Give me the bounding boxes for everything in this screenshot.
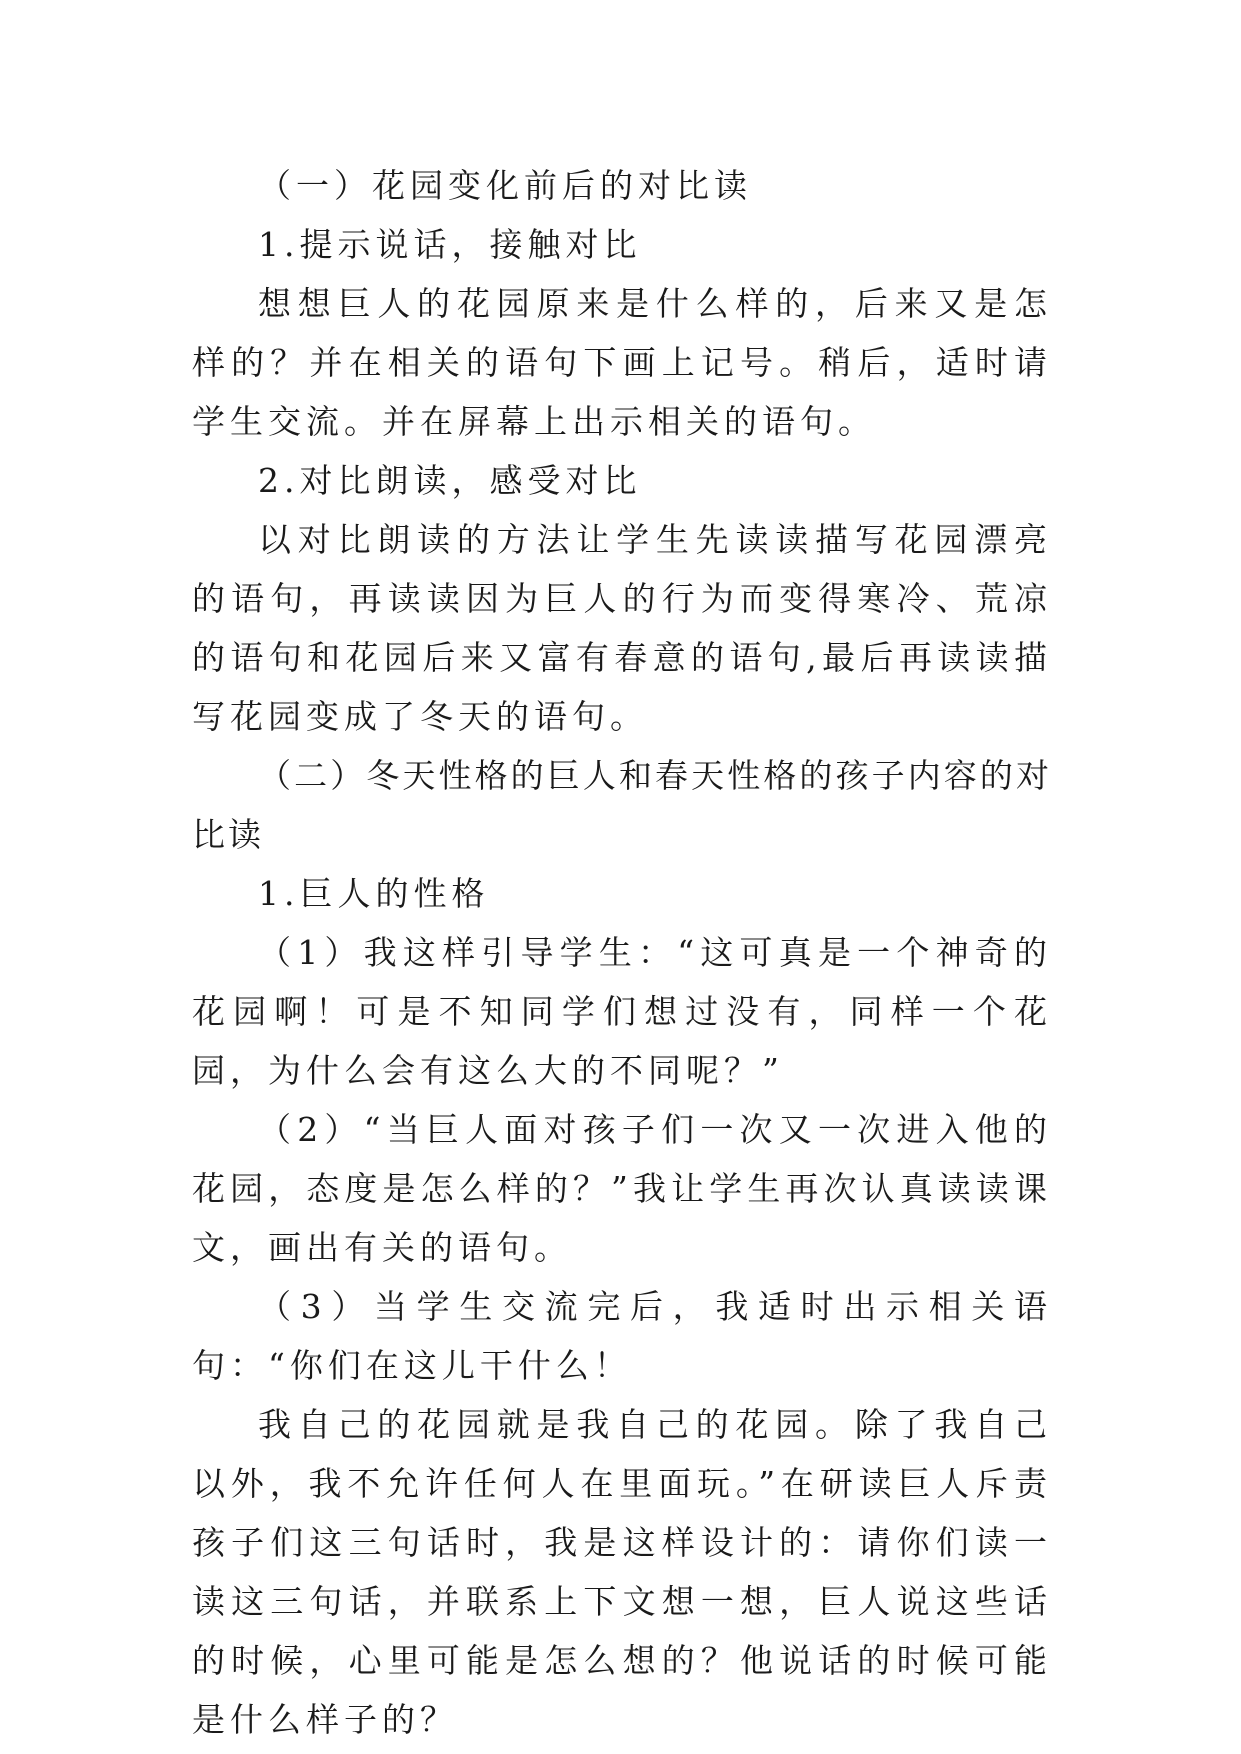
section-heading-1: （一）花园变化前后的对比读 bbox=[258, 166, 752, 205]
subheading-1-1: 1.提示说话，接触对比 bbox=[258, 225, 642, 264]
document-body bbox=[192, 156, 1052, 1749]
section-heading-2: （二）冬天性格的巨人和春天性格的孩子内容的对比读 bbox=[192, 756, 1052, 854]
paragraph-2-1-b: （2）“当巨人面对孩子们一次又一次进入他的花园，态度是怎么样的？”我让学生再次认真读读课文，画出有关的语句。 bbox=[192, 1110, 1052, 1267]
subheading-1-2: 2.对比朗读，感受对比 bbox=[258, 461, 642, 500]
paragraph-2-1-c: （3）当学生交流完后，我适时出示相关语句：“你们在这儿干什么！ bbox=[192, 1287, 1052, 1385]
paragraph-2-1-a: （1）我这样引导学生：“这可真是一个神奇的花园啊！可是不知同学们想过没有，同样一个花园，为什么会有这么大的不同呢？” bbox=[192, 933, 1052, 1090]
subheading-2-1: 1.巨人的性格 bbox=[258, 874, 490, 913]
paragraph-2-1-d: 我自己的花园就是我自己的花园。除了我自己以外，我不允许任何人在里面玩。”在研读巨人斥责孩子们这三句话时，我是这样设计的：请你们读一读这三句话，并联系上下文想一想，巨人说这些话的时候，心里可能是怎么想的？他说话的时候可能是什么样子的？ bbox=[192, 1405, 1052, 1739]
paragraph-1-1: 想想巨人的花园原来是什么样的，后来又是怎样的？并在相关的语句下画上记号。稍后，适时请学生交流。并在屏幕上出示相关的语句。 bbox=[192, 284, 1052, 441]
paragraph-1-2: 以对比朗读的方法让学生先读读描写花园漂亮的语句，再读读因为巨人的行为而变得寒冷、荒凉的语句和花园后来又富有春意的语句,最后再读读描写花园变成了冬天的语句。 bbox=[192, 520, 1052, 736]
